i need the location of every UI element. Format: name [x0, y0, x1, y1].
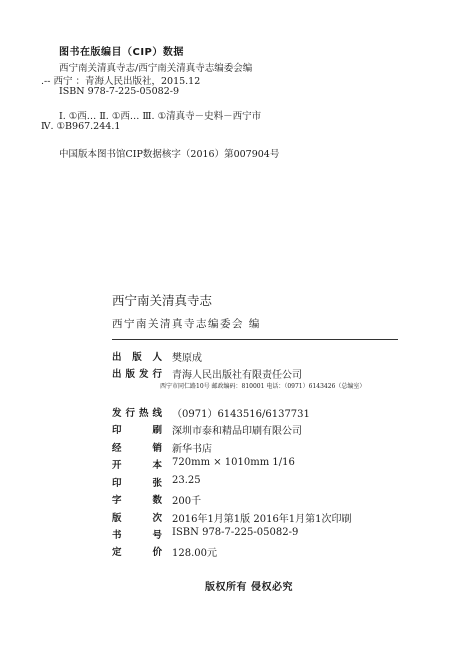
info-label-publisher: 出 版 发 行	[112, 369, 162, 380]
cip-line-6: 中国版本图书馆CIP数据核字（2016）第007904号	[59, 149, 280, 160]
cip-line-2: .-- 西宁 ：青海人民出版社，2015.12	[41, 76, 201, 87]
info-value-sheets: 23.25	[172, 475, 201, 486]
divider-rule	[112, 339, 398, 340]
info-value-print: 深圳市泰和精品印刷有限公司	[172, 426, 302, 437]
info-value-edition: 2016年1月第1版 2016年1月第1次印刷	[172, 514, 352, 525]
book-title: 西宁南关清真寺志	[112, 293, 213, 308]
info-value-editor: 樊原成	[172, 353, 202, 364]
info-row-format	[112, 457, 295, 471]
rights-notice: 版权所有 侵权必究	[205, 582, 293, 593]
info-row-hotline	[112, 405, 310, 420]
cip-line-3: ISBN 978-7-225-05082-9	[59, 86, 179, 97]
info-row-distributor	[112, 440, 212, 455]
info-label-distributor: 经 销	[112, 443, 162, 454]
info-row-editor	[112, 349, 202, 364]
info-value-price: 128.00元	[172, 548, 217, 559]
info-label-isbn: 书 号	[112, 530, 162, 541]
info-row-sheets	[112, 475, 201, 489]
info-value-distributor: 新华书店	[172, 444, 212, 455]
info-label-price: 定 价	[112, 547, 162, 558]
info-value-hotline: （0971）6143516/6137731	[172, 409, 310, 420]
info-value-isbn: ISBN 978-7-225-05082-9	[172, 527, 299, 538]
cip-line-5: Ⅳ. ①B967.244.1	[41, 121, 121, 132]
info-label-print: 印 刷	[112, 425, 162, 436]
info-label-words: 字 数	[112, 495, 162, 506]
info-row-price	[112, 544, 217, 559]
info-value-words: 200千	[172, 496, 202, 507]
info-value-format: 720mm × 1010mm 1/16	[172, 457, 295, 468]
cip-heading: 图书在版编目（CIP）数据	[59, 47, 184, 58]
info-row-isbn	[112, 527, 298, 541]
cip-line-4: Ⅰ. ①西… Ⅱ. ①西… Ⅲ. ①清真寺－史料－西宁市	[59, 111, 262, 122]
info-label-hotline: 发 行 热 线	[112, 408, 162, 419]
book-author: 西宁南关清真寺志编委会 编	[112, 318, 261, 330]
info-value-publisher: 青海人民出版社有限责任公司	[172, 370, 302, 381]
info-row-publisher	[112, 366, 302, 381]
info-label-editor: 出 版 人	[112, 352, 162, 363]
info-label-sheets: 印 张	[112, 478, 162, 489]
publisher-address: 西宁市同仁路10号 邮政编码：810001 电话：（0971）6143426（总编室）	[160, 383, 366, 390]
info-label-edition: 版 次	[112, 513, 162, 524]
cip-line-1: 西宁南关清真寺志/西宁南关清真寺志编委会编	[59, 63, 253, 74]
info-row-print	[112, 422, 302, 437]
info-row-edition	[112, 510, 352, 525]
info-row-words	[112, 492, 201, 507]
info-label-format: 开 本	[112, 460, 162, 471]
